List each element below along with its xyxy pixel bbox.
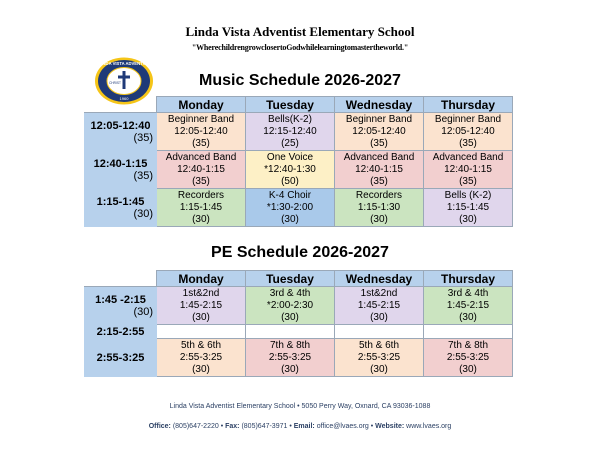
schedule-cell: [157, 189, 246, 227]
music-schedule-table: [84, 96, 513, 227]
class-name: 3rd & 4th: [447, 288, 489, 299]
class-name: Advanced Band: [165, 152, 237, 163]
time-slot-cell: [85, 339, 157, 377]
class-name: K-4 Choir: [268, 190, 312, 201]
schedule-cell: [335, 189, 424, 227]
day-header: Wednesday: [335, 97, 424, 113]
class-name: Bells(K-2): [268, 114, 312, 125]
svg-text:CHRIST: CHRIST: [109, 81, 121, 85]
schedule-cell: [246, 287, 335, 325]
school-name: Linda Vista Adventist Elementary School: [185, 24, 415, 39]
day-header: Tuesday: [246, 97, 335, 113]
time-slot-count: (35): [133, 170, 153, 182]
class-duration: (30): [370, 364, 388, 375]
class-duration: (35): [459, 176, 477, 187]
class-name: 7th & 8th: [269, 340, 311, 351]
music-schedule-title: Music Schedule 2026-2027: [199, 72, 401, 89]
schedule-cell: [424, 189, 513, 227]
class-duration: (30): [459, 364, 477, 375]
pe-schedule-title: PE Schedule 2026-2027: [211, 244, 389, 261]
schedule-cell: [335, 339, 424, 377]
time-slot-label: 12:40-1:15: [93, 158, 148, 170]
table-row: [85, 151, 513, 189]
class-time: *2:00-2:30: [266, 300, 314, 311]
class-time: 12:05-12:40: [352, 126, 406, 137]
day-header: Monday: [157, 97, 246, 113]
class-duration: (30): [281, 312, 299, 323]
footer-fax-label: Fax:: [225, 423, 240, 430]
schedule-cell: [424, 287, 513, 325]
class-time: 12:40-1:15: [355, 164, 403, 175]
footer-school-name: Linda Vista Adventist Elementary School: [169, 403, 296, 410]
class-name: Beginner Band: [345, 114, 413, 125]
class-duration: (30): [459, 312, 477, 323]
time-slot-cell: [85, 287, 157, 325]
schedule-cell: [246, 113, 335, 151]
footer-email-label: Email:: [293, 423, 315, 430]
class-name: Advanced Band: [432, 152, 504, 163]
schedule-cell: [246, 339, 335, 377]
table-row: [85, 287, 513, 325]
class-duration: (30): [192, 214, 210, 225]
time-slot-label: 2:15-2:55: [96, 326, 145, 338]
day-header: Monday: [157, 271, 246, 287]
footer-email-value[interactable]: office@lvaes.org •: [314, 423, 376, 430]
class-duration: (30): [192, 364, 210, 375]
class-time: 1:15-1:45: [179, 202, 223, 213]
day-header: Wednesday: [335, 271, 424, 287]
class-name: Beginner Band: [434, 114, 502, 125]
schedule-cell: [246, 325, 335, 339]
class-time: 1:45-2:15: [357, 300, 401, 311]
time-slot-count: (30): [133, 306, 153, 318]
class-duration: (30): [459, 214, 477, 225]
class-name: Advanced Band: [343, 152, 415, 163]
footer-address-text: • 5050 Perry Way, Oxnard, CA 93036-1088: [295, 403, 431, 410]
class-time: 12:40-1:15: [177, 164, 225, 175]
class-duration: (50): [281, 176, 299, 187]
class-name: 1st&2nd: [360, 288, 398, 299]
class-time: 12:05-12:40: [441, 126, 495, 137]
schedule-cell: [424, 325, 513, 339]
schedule-cell: [157, 113, 246, 151]
time-slot-cell: [85, 325, 157, 339]
time-slot-count: (30): [133, 208, 153, 220]
schedule-cell: [424, 113, 513, 151]
schedule-cell: [157, 287, 246, 325]
table-corner: [85, 97, 157, 113]
class-time: 1:15-1:30: [357, 202, 401, 213]
class-duration: (35): [370, 138, 388, 149]
class-duration: (25): [281, 138, 299, 149]
class-time: 2:55-3:25: [179, 352, 223, 363]
schedule-cell: [424, 151, 513, 189]
footer-website-value[interactable]: www.lvaes.org: [404, 423, 452, 430]
day-header: Thursday: [424, 97, 513, 113]
schedule-cell: [335, 325, 424, 339]
svg-text:1960: 1960: [119, 96, 129, 101]
svg-text:LINDA VISTA ADVENTIST: LINDA VISTA ADVENTIST: [98, 61, 150, 66]
time-slot-label: 1:15-1:45: [96, 196, 145, 208]
class-name: 1st&2nd: [182, 288, 220, 299]
schedule-cell: [246, 151, 335, 189]
schedule-cell: [424, 339, 513, 377]
day-header: Thursday: [424, 271, 513, 287]
class-time: 12:15-12:40: [263, 126, 317, 137]
time-slot-cell: [85, 113, 157, 151]
schedule-cell: [157, 325, 246, 339]
class-time: 1:15-1:45: [446, 202, 490, 213]
schedule-cell: [246, 189, 335, 227]
class-duration: (30): [281, 364, 299, 375]
day-header: Tuesday: [246, 271, 335, 287]
class-name: Recorders: [355, 190, 403, 201]
schedule-cell: [335, 151, 424, 189]
schedule-cell: [157, 339, 246, 377]
class-time: 2:55-3:25: [446, 352, 490, 363]
school-motto: "WherechildrengrowclosertoGodwhilelearningtomastertheworld.": [191, 43, 409, 52]
class-duration: (35): [370, 176, 388, 187]
class-duration: (35): [192, 176, 210, 187]
table-corner: [85, 271, 157, 287]
class-time: 1:45-2:15: [179, 300, 223, 311]
pe-schedule-table: [84, 270, 513, 377]
time-slot-count: (35): [133, 132, 153, 144]
class-time: *12:40-1:30: [264, 164, 316, 175]
footer-fax-value: (805)647-3971 •: [239, 423, 294, 430]
class-duration: (30): [370, 312, 388, 323]
class-time: 12:40-1:15: [444, 164, 492, 175]
class-name: 7th & 8th: [447, 340, 489, 351]
footer-office-value: (805)647-2220 •: [170, 423, 226, 430]
schedule-cell: [335, 287, 424, 325]
table-row: [85, 325, 513, 339]
table-row: [85, 113, 513, 151]
time-slot-label: 12:05-12:40: [90, 120, 151, 132]
class-time: 1:45-2:15: [446, 300, 490, 311]
class-duration: (35): [192, 138, 210, 149]
class-duration: (35): [459, 138, 477, 149]
table-row: [85, 339, 513, 377]
class-name: One Voice: [266, 152, 314, 163]
class-duration: (30): [192, 312, 210, 323]
class-name: 5th & 6th: [358, 340, 400, 351]
class-name: Recorders: [177, 190, 225, 201]
footer-address: [0, 403, 600, 410]
time-slot-label: 1:45 -2:15: [95, 294, 146, 306]
footer-contact: [0, 423, 600, 430]
footer-office-label: Office:: [148, 423, 171, 430]
class-time: 2:55-3:25: [357, 352, 401, 363]
class-name: Bells (K-2): [444, 190, 492, 201]
time-slot-cell: [85, 151, 157, 189]
class-name: Beginner Band: [167, 114, 235, 125]
class-time: 12:05-12:40: [174, 126, 228, 137]
class-name: 5th & 6th: [180, 340, 222, 351]
class-name: 3rd & 4th: [269, 288, 311, 299]
time-slot-cell: [85, 189, 157, 227]
class-time: 2:55-3:25: [268, 352, 312, 363]
table-row: [85, 189, 513, 227]
class-duration: (30): [370, 214, 388, 225]
class-duration: (30): [281, 214, 299, 225]
schedule-cell: [335, 113, 424, 151]
footer-website-label: Website:: [375, 423, 405, 430]
time-slot-label: 2:55-3:25: [96, 352, 145, 364]
schedule-cell: [157, 151, 246, 189]
class-time: *1:30-2:00: [266, 202, 314, 213]
